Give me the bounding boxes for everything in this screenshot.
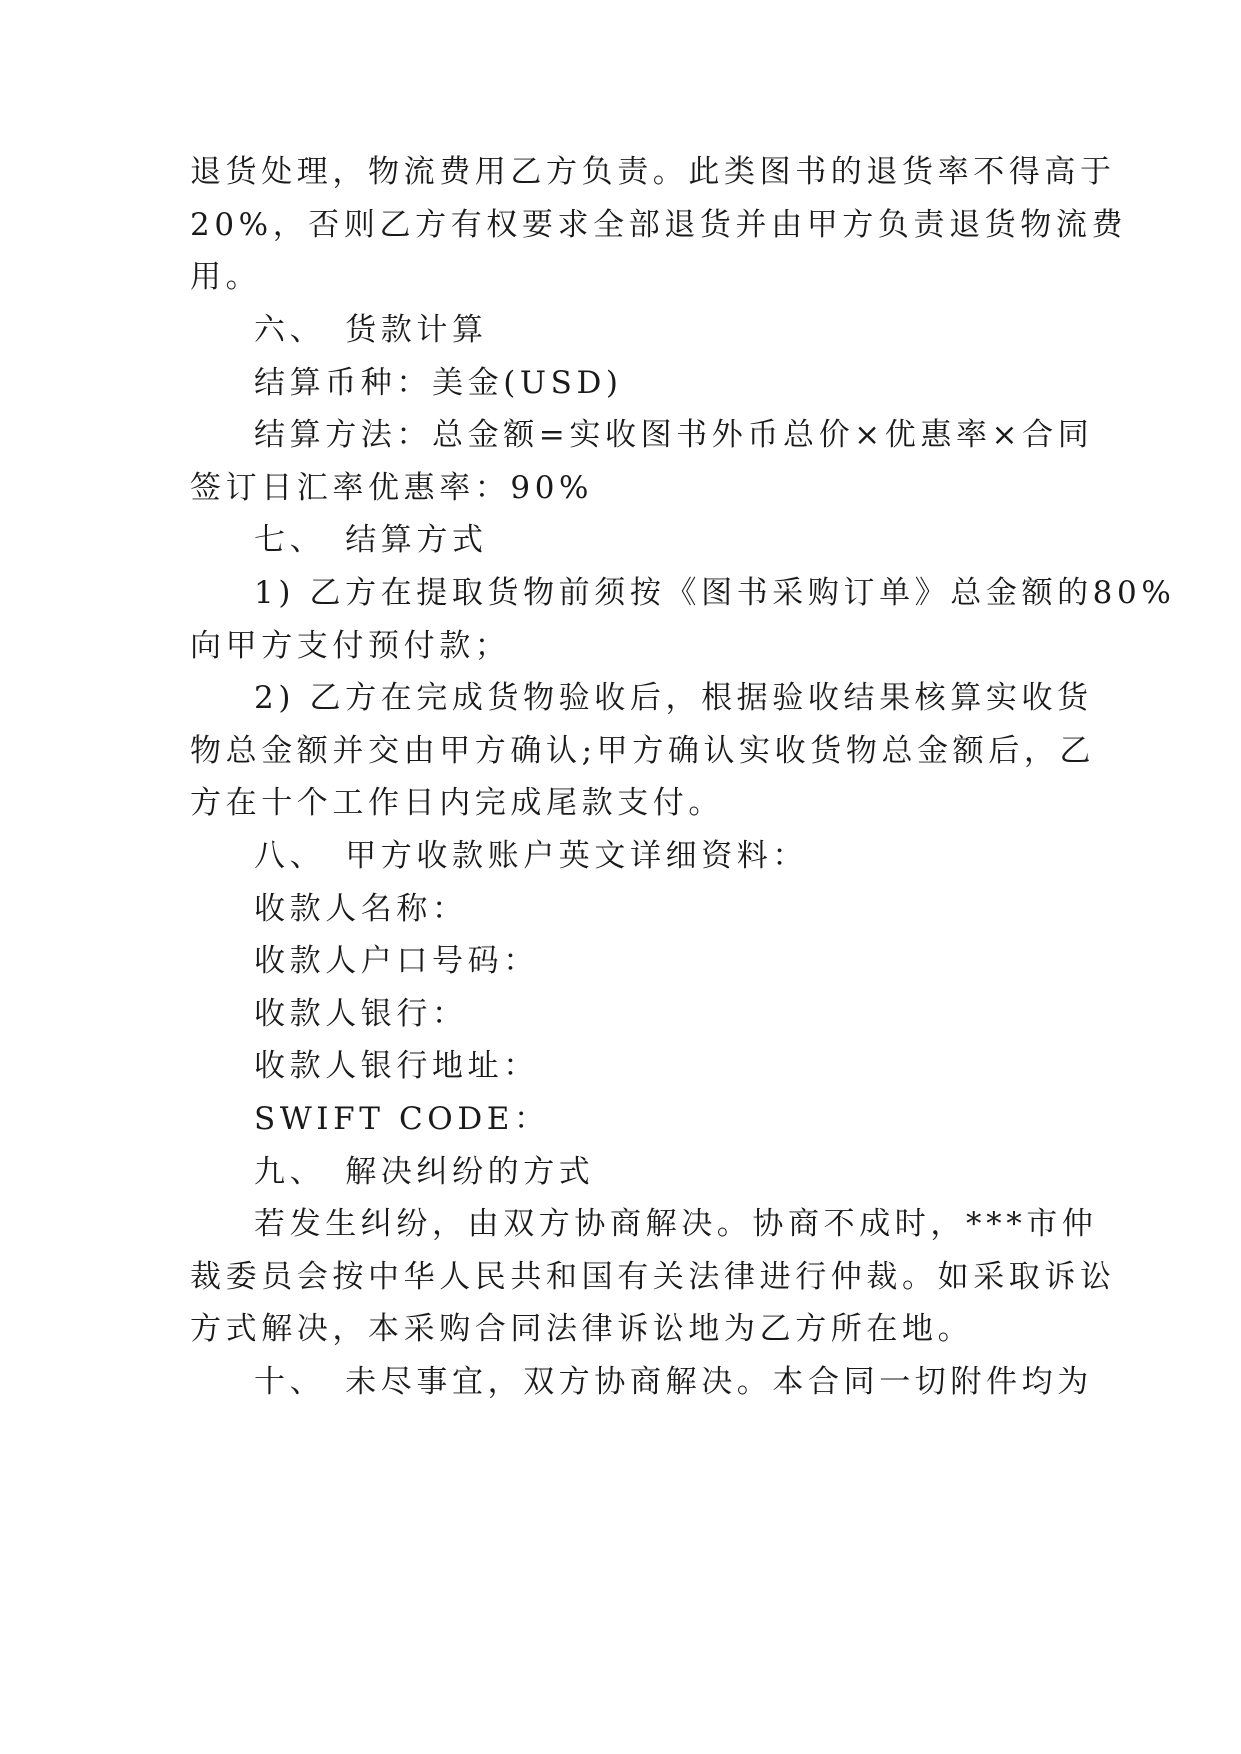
text-line: 2) 乙方在完成货物验收后，根据验收结果核算实收货 [254,680,1093,716]
text-line: 物总金额并交由甲方确认;甲方确认实收货物总金额后，乙 [190,733,1096,769]
text-line: 方在十个工作日内完成尾款支付。 [190,785,724,821]
text-line: 方式解决，本采购合同法律诉讼地为乙方所在地。 [190,1311,974,1347]
section-title: 未尽事宜，双方协商解决。本合同一切附件均为 [345,1364,1093,1400]
text-line: 签订日汇率优惠率：90% [190,470,594,506]
section-number: 六、 [254,312,326,348]
text-line: 退货处理，物流费用乙方负责。此类图书的退货率不得高于 [190,154,1116,190]
section-heading-eight [254,836,808,876]
text-line: 20%，否则乙方有权要求全部退货并由甲方负责退货物流费 [190,207,1128,243]
section-title: 解决纠纷的方式 [345,1154,595,1190]
text-line: 结算方法：总金额=实收图书外币总价×优惠率×合同 [254,417,1094,453]
section-title: 货款计算 [345,312,488,348]
text-line: 收款人户口号码： [254,943,539,979]
section-number: 十、 [254,1364,326,1400]
section-heading-six [254,310,488,350]
section-number: 九、 [254,1154,326,1190]
text-line: 用。 [190,259,262,295]
section-heading-nine [254,1152,594,1192]
section-heading-ten [254,1362,1093,1402]
text-line: 若发生纠纷，由双方协商解决。协商不成时，***市仲 [254,1206,1098,1242]
text-line: 1) 乙方在提取货物前须按《图书采购订单》总金额的80% [254,575,1176,611]
text-line: 裁委员会按中华人民共和国有关法律进行仲裁。如采取诉讼 [190,1259,1116,1295]
section-number: 七、 [254,522,326,558]
text-line: 结算币种：美金(USD) [254,365,623,401]
section-title: 甲方收款账户英文详细资料： [345,838,809,874]
section-number: 八、 [254,838,326,874]
section-title: 结算方式 [345,522,488,558]
section-heading-seven [254,520,488,560]
text-line: 向甲方支付预付款； [190,628,511,664]
text-line: SWIFT CODE： [254,1101,550,1137]
text-line: 收款人银行： [254,996,468,1032]
text-line: 收款人名称： [254,891,468,927]
text-line: 收款人银行地址： [254,1048,539,1084]
